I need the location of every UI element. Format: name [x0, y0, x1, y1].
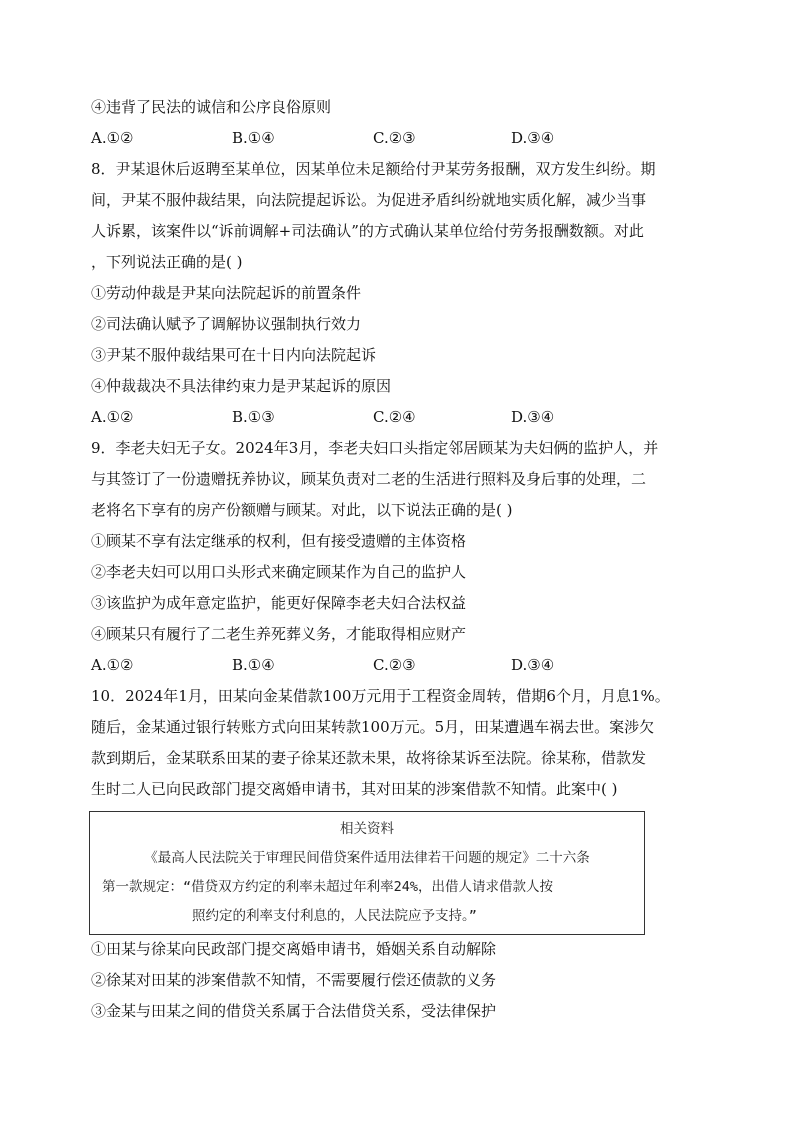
q9-stem-line: 老将名下享有的房产份额赠与顾某。对此，以下说法正确的是( )	[91, 501, 513, 519]
q7-option-d[interactable]: D.③④	[511, 129, 555, 147]
q9-item-4: ④顾某只有履行了二老生养死葬义务，才能取得相应财产	[91, 625, 467, 643]
q9-item-2: ②李老夫妇可以用口头形式来确定顾某作为自己的监护人	[91, 563, 467, 581]
q10-item-1: ①田某与徐某向民政部门提交离婚申请书，婚姻关系自动解除	[91, 940, 497, 958]
q7-option-c[interactable]: C.②③	[373, 129, 416, 147]
q8-item-4: ④仲裁裁决不具法律约束力是尹某起诉的原因	[91, 377, 392, 395]
q10-stem-line: 随后，金某通过银行转账方式向田某转款100万元。5月，田某遭遇车祸去世。案涉欠	[91, 718, 655, 736]
q9-option-a[interactable]: A.①②	[91, 656, 134, 674]
q7-option-a[interactable]: A.①②	[91, 129, 134, 147]
q8-stem-line: ，下列说法正确的是( )	[91, 253, 243, 271]
q7-option-b[interactable]: B.①④	[232, 129, 275, 147]
reference-material-box	[89, 811, 645, 935]
q8-item-1: ①劳动仲裁是尹某向法院起诉的前置条件	[91, 284, 362, 302]
reference-box-line: 照约定的利率支付利息的，人民法院应予支持。”	[192, 908, 477, 924]
q8-stem-line: 8．尹某退休后返聘至某单位，因某单位未足额给付尹某劳务报酬，双方发生纠纷。期	[91, 160, 656, 178]
q10-item-2: ②徐某对田某的涉案借款不知情，不需要履行偿还债款的义务	[91, 971, 497, 989]
q8-option-a[interactable]: A.①②	[91, 408, 134, 426]
q10-stem-line: 10．2024年1月，田某向金某借款100万元用于工程资金周转，借期6个月，月息1%。	[91, 687, 670, 705]
q9-stem-line: 9．李老夫妇无子女。2024年3月，李老夫妇口头指定邻居顾某为夫妇俩的监护人，并	[91, 439, 659, 457]
q8-option-b[interactable]: B.①③	[232, 408, 275, 426]
reference-box-line: 第一款规定：“借贷双方约定的利率未超过年利率24%，出借人请求借款人按	[102, 879, 554, 895]
q10-stem-line: 款到期后，金某联系田某的妻子徐某还款未果，故将徐某诉至法院。徐某称，借款发	[91, 749, 647, 767]
reference-box-title: 相关资料	[340, 821, 394, 837]
q8-option-d[interactable]: D.③④	[511, 408, 555, 426]
q9-stem-line: 与其签订了一份遗赠抚养协议，顾某负责对二老的生活进行照料及身后事的处理，二	[91, 470, 647, 488]
q9-item-1: ①顾某不享有法定继承的权利，但有接受遗赠的主体资格	[91, 532, 467, 550]
q9-option-c[interactable]: C.②③	[373, 656, 416, 674]
q9-option-b[interactable]: B.①④	[232, 656, 275, 674]
q10-item-3: ③金某与田某之间的借贷关系属于合法借贷关系，受法律保护	[91, 1002, 497, 1020]
q8-stem-line: 人诉累，该案件以“诉前调解+司法确认”的方式确认某单位给付劳务报酬数额。对此	[91, 222, 644, 240]
q8-item-3: ③尹某不服仲裁结果可在十日内向法院起诉	[91, 346, 377, 364]
q9-option-d[interactable]: D.③④	[511, 656, 555, 674]
reference-box-line: 《最高人民法院关于审理民间借贷案件适用法律若干问题的规定》二十六条	[144, 850, 590, 866]
q8-option-c[interactable]: C.②④	[373, 408, 416, 426]
q10-stem-line: 生时二人已向民政部门提交离婚申请书，其对田某的涉案借款不知情。此案中( )	[91, 780, 618, 798]
q7-item-4: ④违背了民法的诚信和公序良俗原则	[91, 98, 332, 116]
q8-item-2: ②司法确认赋予了调解协议强制执行效力	[91, 315, 362, 333]
q8-stem-line: 间，尹某不服仲裁结果，向法院提起诉讼。为促进矛盾纠纷就地实质化解，减少当事	[91, 191, 647, 209]
q9-item-3: ③该监护为成年意定监护，能更好保障李老夫妇合法权益	[91, 594, 467, 612]
